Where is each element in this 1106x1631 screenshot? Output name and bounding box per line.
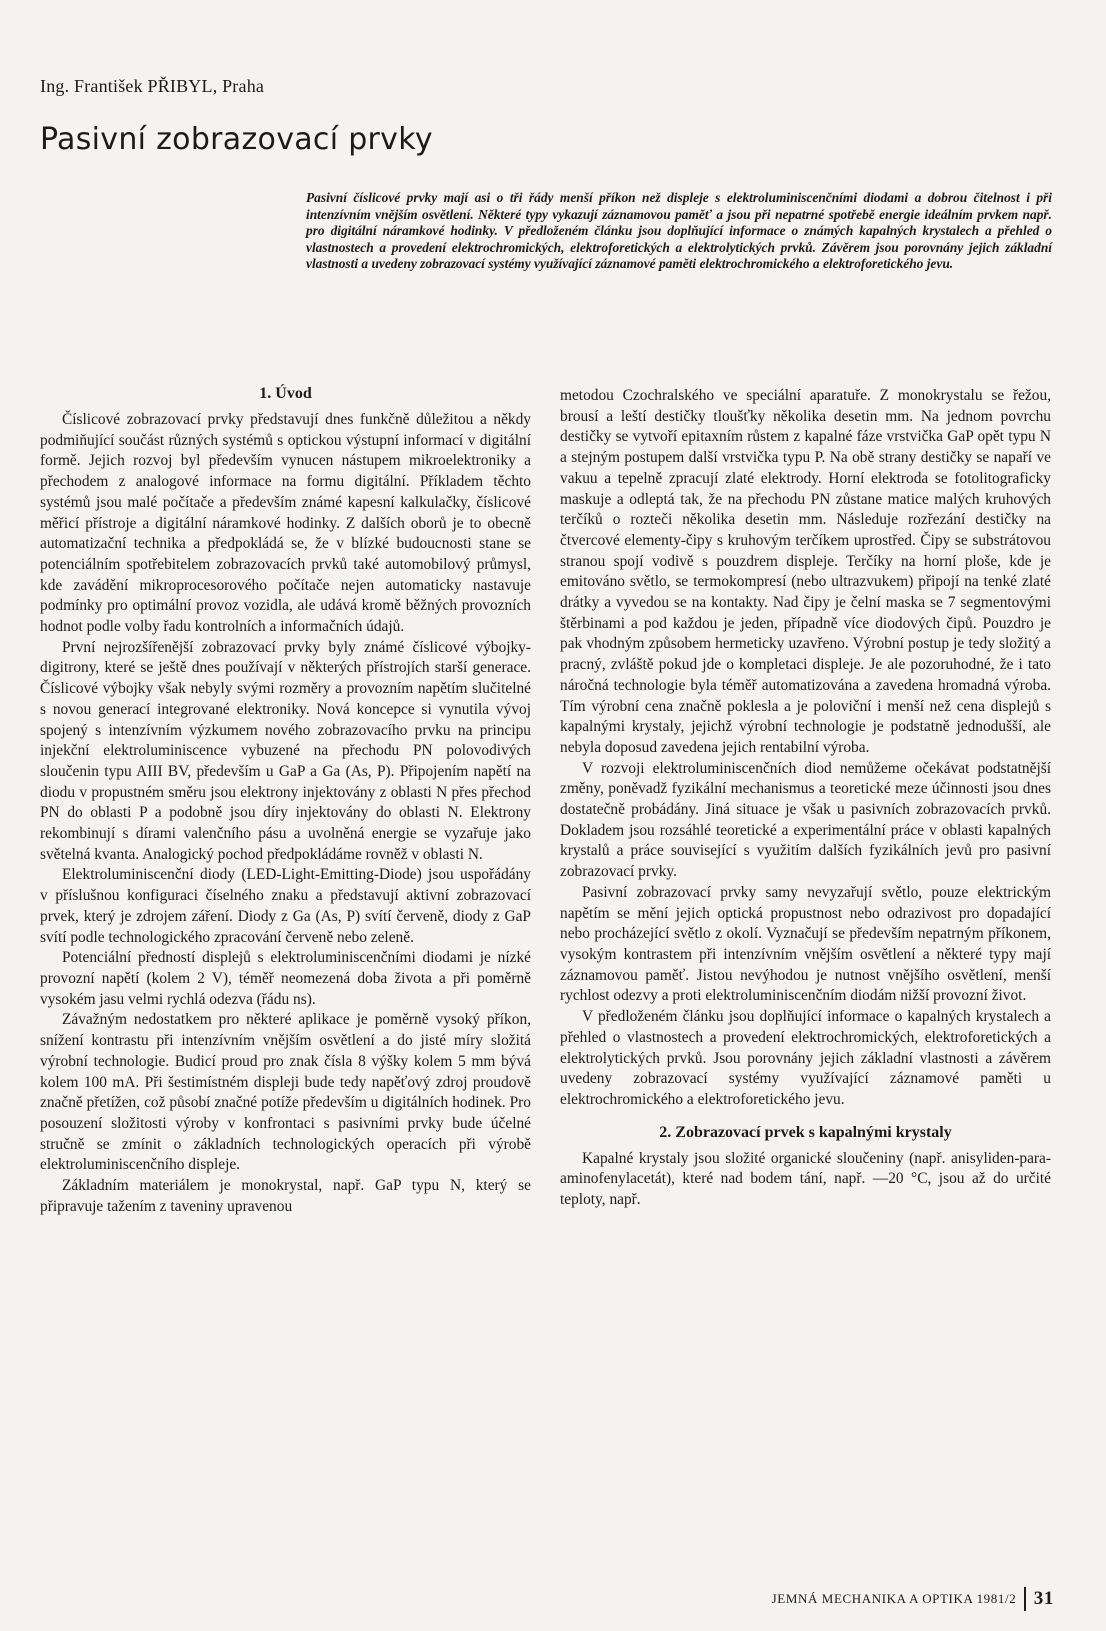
right-column — [560, 386, 1051, 1211]
paragraph: V rozvoji elektroluminiscenčních diod nemůžeme očekávat podstatnější změny, poněvadž fyzikální mechanismus a teoretické meze účinnosti jsou dnes dostatečně probádány. Jiná situace je však u pasivních zobrazovacích prvků. Dokladem jsou rozsáhlé teoretické a experimentální práce v oblasti kapalných krystalů a práce související s využitím dalších fyzikálních jevů pro pasivní zobrazovací prvky. — [560, 759, 1051, 881]
paragraph: Základním materiálem je monokrystal, např. GaP typu N, který se připravuje tažením z taveniny upravenou — [40, 1177, 531, 1215]
footer-divider — [1024, 1587, 1026, 1611]
page-number: 31 — [1033, 1588, 1054, 1609]
abstract: Pasivní číslicové prvky mají asi o tři řády menší příkon než displeje s elektroluminiscenčními diodami a dobrou čitelnost i při intenzívním vnějším osvětlení. Některé typy vykazují záznamovou paměť a jsou při nepatrné spotřebě energie ideálním prvkem např. pro digitální náramkové hodinky. V předloženém článku jsou doplňující informace o známých kapalných krystalech a přehled o vlastnostech a provedení elektrochromických, elektroforetických a elektrolytických prvků. Závěrem jsou porovnány jejich základní vlastnosti a uvedeny zobrazovací systémy využívající záznamové paměti elektrochromického a elektroforetického jevu. — [306, 190, 1052, 271]
author-line: Ing. František PŘIBYL, Praha — [40, 76, 265, 96]
left-column — [40, 386, 531, 1217]
section-2-heading: 2. Zobrazovací prvek s kapalnými krystaly — [659, 1123, 952, 1141]
paragraph: První nejrozšířenější zobrazovací prvky byly známé číslicové výbojky-digitrony, které se ještě dnes používají v některých přístrojích starší generace. Číslicové výbojky však nebyly svými rozměry a provozním napětím slučitelné s novou generací integrované elektroniky. Nová koncepce si vynutila vývoj spojený s intenzívním výzkumem nového zobrazovacího prvku na principu injekční elektroluminiscence vybuzené na přechodu PN polovodivých sloučenin typu AIII BV, především u GaP a Ga (As, P). Připojením napětí na diodu v propustném směru jsou elektrony injektovány z oblasti N přes přechod PN do oblasti P a podobně jsou díry injektovány do oblasti N. Elektrony rekombinují s dírami valenčního pásu a uvolněná energie se vyzařuje jako světelná kvanta. Analogický pochod předpokládáme rovněž v oblasti N. — [40, 638, 531, 863]
paragraph: Elektroluminiscenční diody (LED-Light-Emitting-Diode) jsou uspořádány v příslušnou konfiguraci číselného znaku a představují aktivní zobrazovací prvek, který je zdrojem záření. Diody z Ga (As, P) svítí červeně, diody z GaP svítí podle technologického zpracování červeně nebo zeleně. — [40, 866, 531, 946]
section-1-heading: 1. Úvod — [259, 385, 312, 402]
paragraph: V předloženém článku jsou doplňující informace o kapalných krystalech a přehled o vlastnostech a provedení elektrochromických, elektroforetických a elektrolytických prvků. Jsou porovnány jejich základní vlastnosti a závěrem uvedeny zobrazovací systémy využívající záznamové paměti u elektrochromického a elektroforetického jevu. — [560, 1008, 1051, 1108]
page-footer — [772, 1587, 1054, 1611]
paragraph: Potenciální předností displejů s elektroluminiscenčními diodami je nízké provozní napětí (kolem 2 V), téměř neomezená doba života a při poměrně vysokém jasu velmi rychlá odezva (řádu ns). — [40, 949, 531, 1008]
paragraph-continued: metodou Czochralského ve speciální aparatuře. Z monokrystalu se řežou, brousí a leští destičky tloušťky několika desetin mm. Na jednom povrchu destičky se vytvoří epitaxním růstem z kapalné fáze vrstvička GaP opět typu N a stejným postupem další vrstvička typu P. Na obě strany destičky se napaří ve vakuu a tepelně zpracují zlaté elektrody. Horní elektroda se fotolitograficky maskuje a odleptá tak, že na přechodu PN zůstane matice malých kruhových terčíků o rozteči několika desetin mm. Následuje rozřezání destičky na čtvercové elementy-čipy s kruhovým terčíkem uprostřed. Čipy se substrátovou stranou spojí vodivě s pouzdrem displeje. Terčíky na horní ploše, kde je emitováno světlo, se termokompresí (nebo ultrazvukem) připojí na tenké zlaté drátky a vyvedou se na kontakty. Nad čipy je čelní maska se 7 segmentovými štěrbinami a pod každou je jeden, případně více diodových čipů. Pouzdro je pak vhodným způsobem hermeticky uzavřeno. Výrobní postup je tedy složitý a pracný, zvláště pokud jde o kompletaci displeje. Je ale pozoruhodné, že i tato náročná technologie byla téměř automatizována a zavedena hromadná výroba. Tím výrobní cena značně poklesla a je poloviční i menší než cena displejů s kapalnými krystaly, jejichž výrobní technologie je podstatně jednodušší, ale nebyla doposud zavedena jejich rentabilní výroba. — [560, 387, 1051, 756]
paragraph: Pasivní zobrazovací prvky samy nevyzařují světlo, pouze elektrickým napětím se mění jejich optická propustnost nebo odrazivost pro dopadající nebo procházející světlo z okolí. Vyznačují se především nepatrným příkonem, vysokým kontrastem při intenzívním vnějším osvětlení a některé typy mají záznamovou paměť. Jistou nevýhodou je nutnost vnějšího osvětlení, menší rychlost odezvy a proti elektroluminiscenčním diodám nižší provozní život. — [560, 883, 1051, 1005]
article-title: Pasivní zobrazovací prvky — [40, 122, 433, 157]
paragraph: Číslicové zobrazovací prvky představují dnes funkčně důležitou a někdy podmiňující součást různých systémů s optickou výstupní informací v digitální formě. Jejich rozvoj byl především vynucen nástupem mikroelektroniky a přechodem z analogové informace na formu digitální. Příkladem těchto systémů jsou malé počítače a především známé kapesní kalkulačky, číslicové měřicí přístroje a digitální náramkové hodinky. Z dalších oborů je to obecně automatizační technika a předpokládá se, že v blízké budoucnosti stane se potenciálním spotřebitelem zobrazovacích prvků také automobilový průmysl, kde zavádění mikroprocesorového počítače nejen automaticky nastavuje podmínky pro optimální provoz vozidla, ale udává kromě běžných provozních hodnot podle volby řadu kontrolních a informačních údajů. — [40, 411, 531, 636]
paragraph: Kapalné krystaly jsou složité organické sloučeniny (např. anisyliden-para-aminofenylacetát), které nad bodem tání, např. —20 °C, jsou až do určité teploty, např. — [560, 1149, 1051, 1209]
paragraph: Závažným nedostatkem pro některé aplikace je poměrně vysoký příkon, snížení kontrastu při intenzívním vnějším osvětlení a do jisté míry složitá výrobní technologie. Budicí proud pro znak čísla 8 výšky kolem 5 mm bývá kolem 100 mA. Při šestimístném displeji bude tedy napěťový zdroj proudově značně přetížen, což působí značné potíže především u digitálních hodinek. Pro posouzení složitosti výroby v konfrontaci s pasivními prvky bude účelné stručně se zmínit o základních technologických operacích při výrobě elektroluminiscenčního displeje. — [40, 1011, 531, 1174]
journal-name: JEMNÁ MECHANIKA A OPTIKA 1981/2 — [771, 1591, 1017, 1606]
